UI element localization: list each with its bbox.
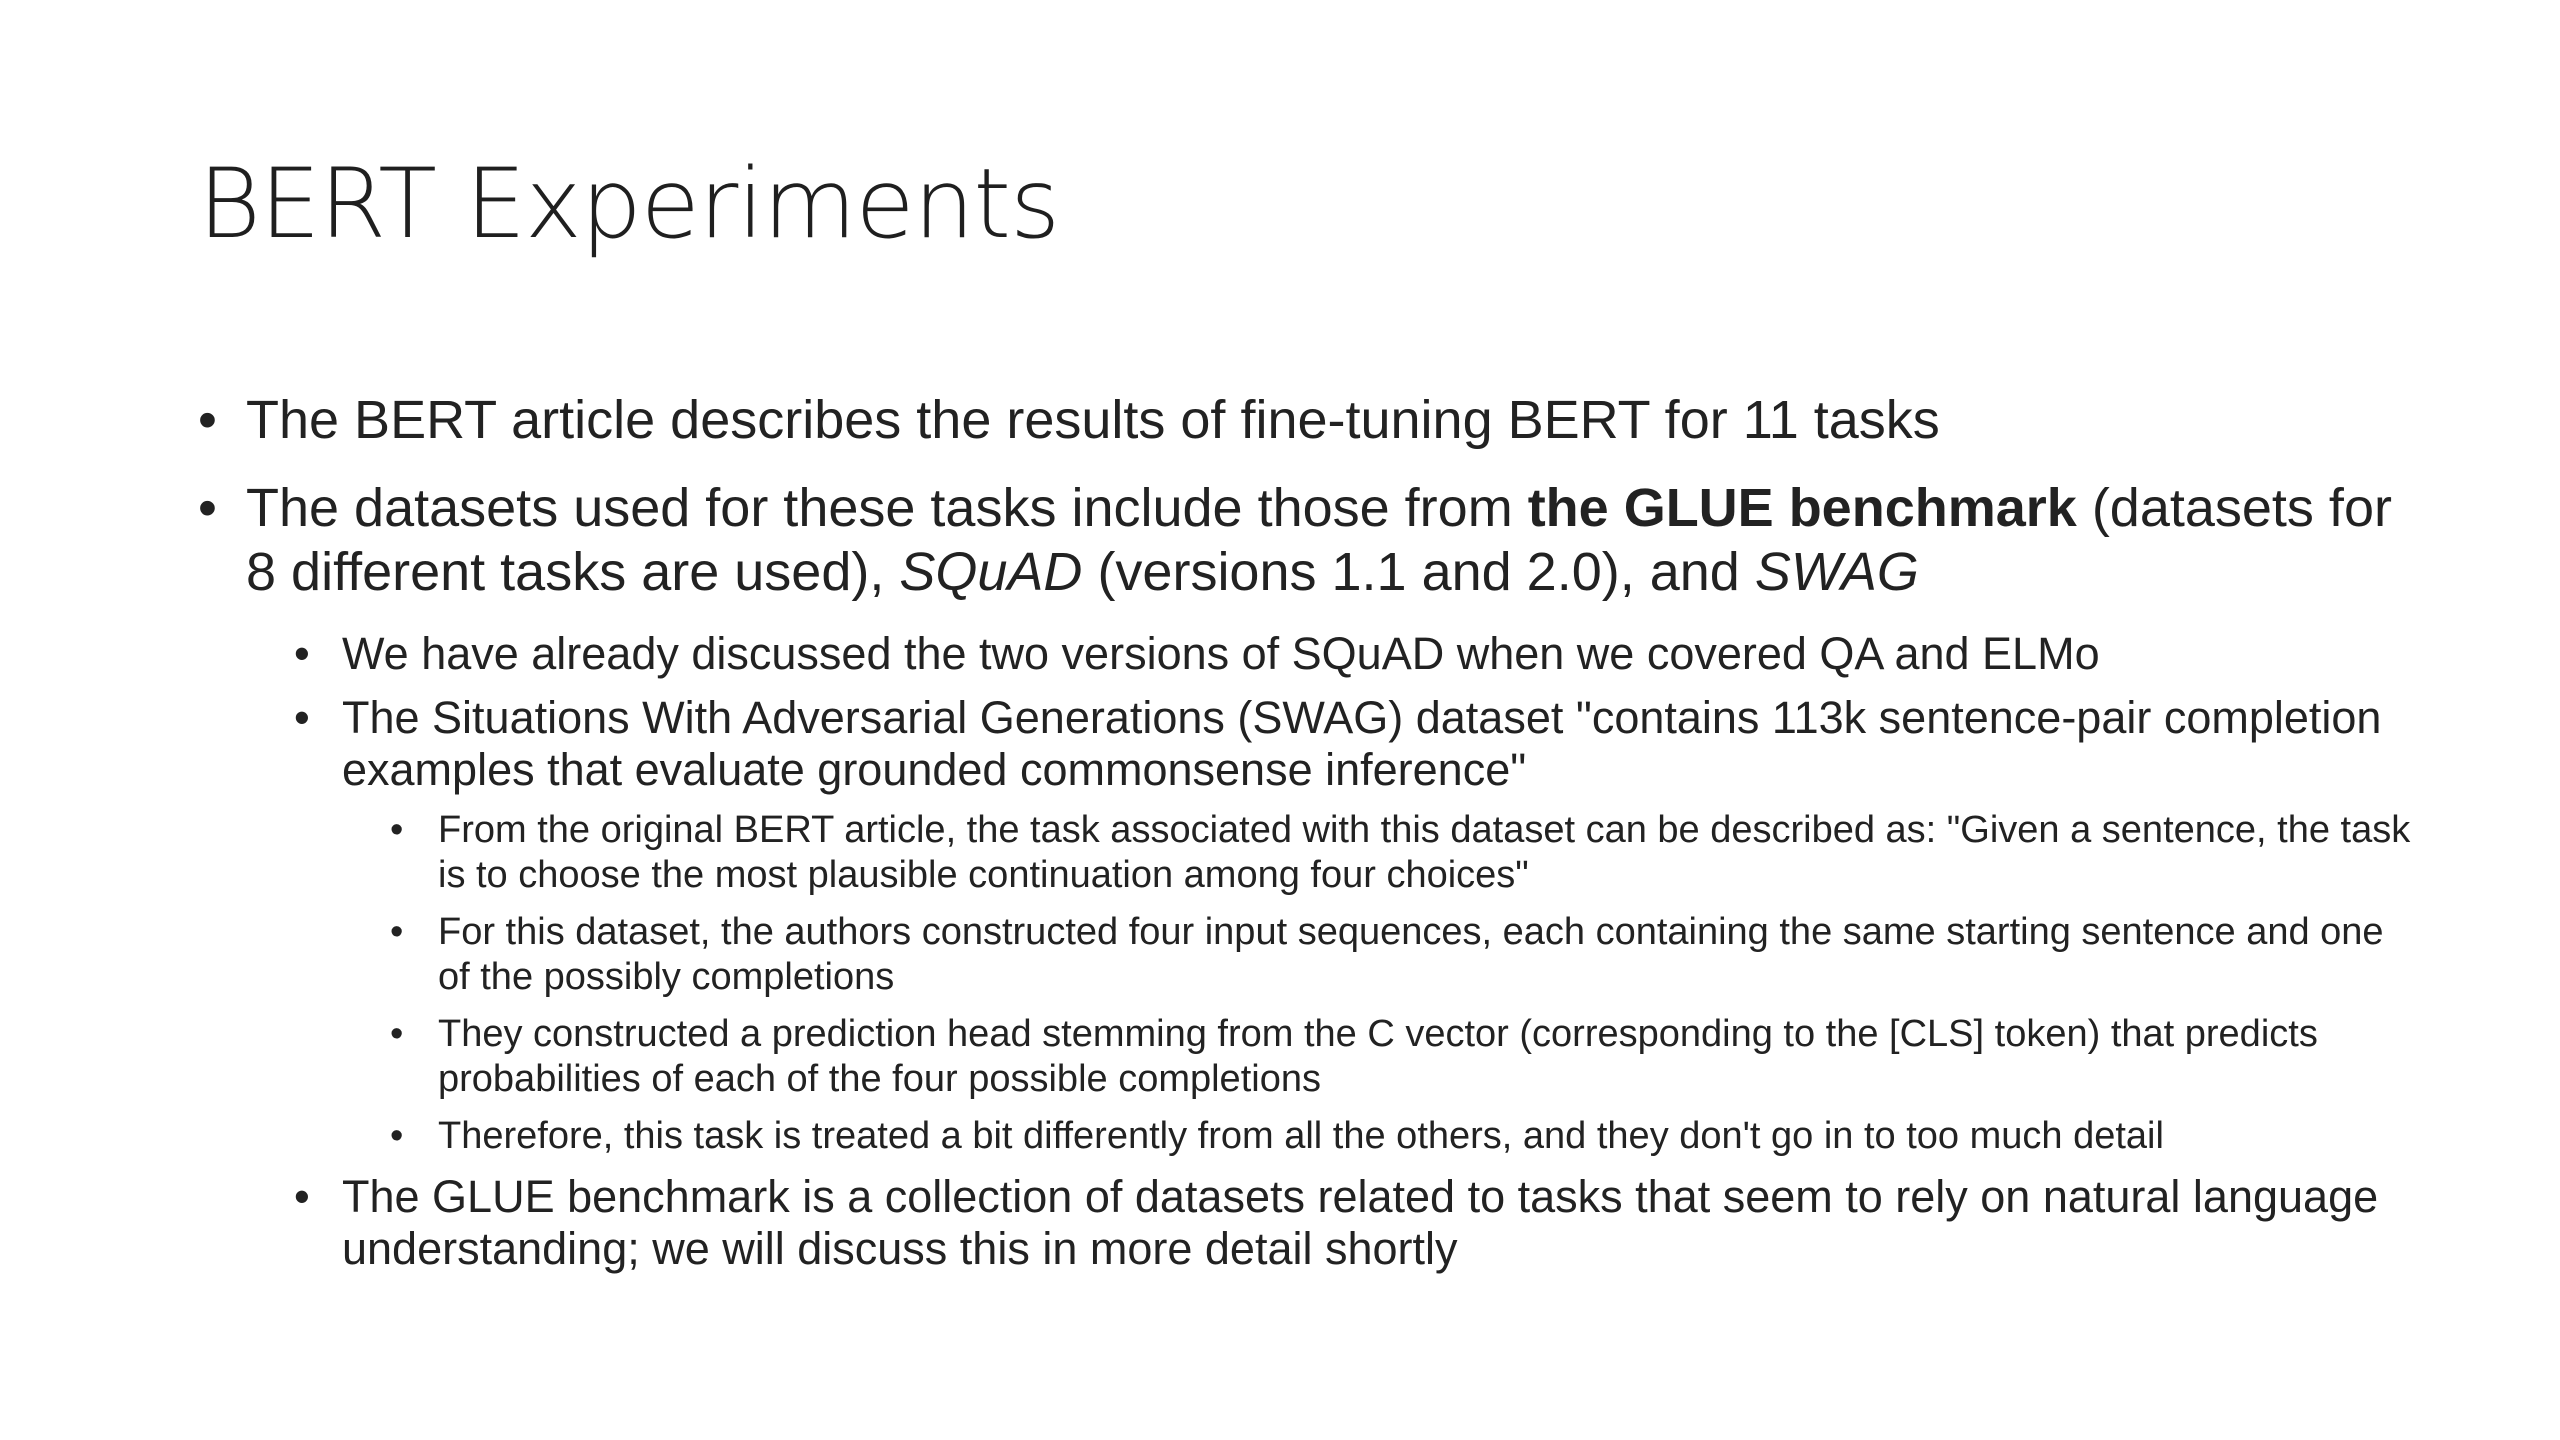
sub-bullet-item — [294, 1171, 2418, 1275]
bullet-text-segment: (versions 1.1 and 2.0), and — [1082, 542, 1755, 602]
sub-sub-bullet-text: Therefore, this task is treated a bit differently from all the others, and they don't go in to too much detail — [438, 1115, 2164, 1157]
sub-sub-bullet-item — [390, 910, 2418, 1000]
sub-bullet-text: We have already discussed the two versions of SQuAD when we covered QA and ELMo — [342, 628, 2100, 679]
sub-bullet-item — [294, 692, 2418, 796]
slide-body — [198, 388, 2418, 1287]
sub-sub-bullet-item — [390, 1012, 2418, 1102]
bullet-item — [198, 388, 2418, 452]
bullet-marker: • — [390, 1013, 404, 1055]
sub-sub-bullet-item — [390, 808, 2418, 898]
sub-sub-bullet-text: For this dataset, the authors constructed four input sequences, each containing the same starting sentence and one of the possibly completions — [438, 911, 2384, 998]
bullet-marker: • — [294, 628, 310, 679]
bullet-italic-text: SQuAD — [899, 542, 1083, 602]
sub-sub-bullet-item — [390, 1114, 2418, 1159]
bullet-italic-text: SWAG — [1754, 542, 1919, 602]
bullet-marker: • — [390, 1115, 404, 1157]
sub-bullet-text: The Situations With Adversarial Generations (SWAG) dataset "contains 113k sentence-pair completion examples that evaluate grounded commonsense inference" — [342, 692, 2382, 795]
sub-sub-bullet-text: From the original BERT article, the task associated with this dataset can be described as: "Given a sentence, the task is to choose the most plausible continuation among four choices" — [438, 809, 2411, 896]
bullet-marker: • — [294, 692, 310, 743]
sub-sub-bullet-text: They constructed a prediction head stemming from the C vector (corresponding to the [CLS] token) that predicts probabilities of each of the four possible completions — [438, 1013, 2318, 1100]
bullet-text-segment: (datasets for 8 different tasks are used), — [246, 478, 2392, 602]
bullet-item — [198, 476, 2418, 604]
bullet-marker: • — [390, 911, 404, 953]
bullet-bold-text: the GLUE benchmark — [1527, 478, 2077, 538]
sub-bullet-text: The GLUE benchmark is a collection of datasets related to tasks that seem to rely on natural language understanding; we will discuss this in more detail shortly — [342, 1171, 2379, 1274]
sub-bullet-item — [294, 628, 2418, 680]
bullet-marker: • — [198, 390, 217, 450]
slide-title: BERT Experiments — [198, 148, 1060, 260]
bullet-marker: • — [390, 809, 404, 851]
bullet-text-segment: The datasets used for these tasks include those from — [246, 478, 1528, 538]
bullet-marker: • — [198, 478, 217, 538]
bullet-marker: • — [294, 1171, 310, 1222]
bullet-text: The BERT article describes the results of fine-tuning BERT for 11 tasks — [246, 390, 1940, 450]
